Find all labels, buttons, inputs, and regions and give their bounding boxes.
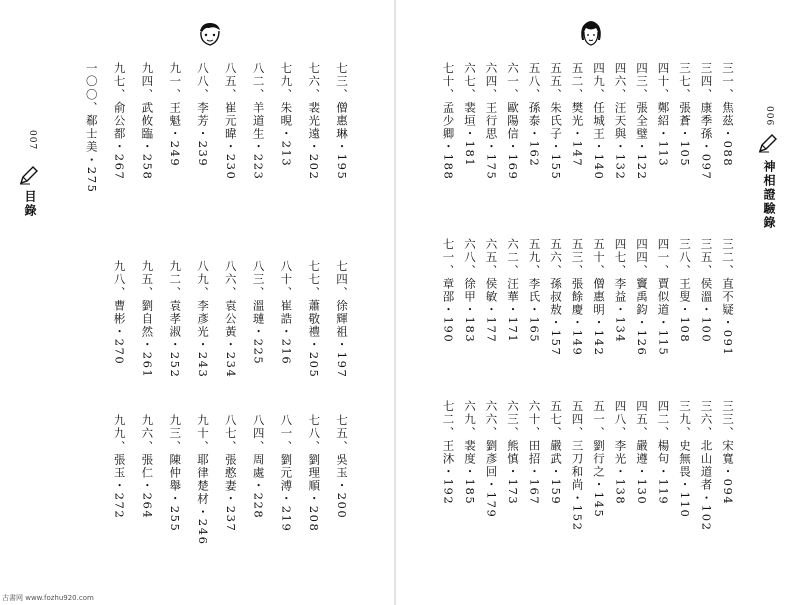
toc-entry: 六六、劉彥回・179 <box>484 400 499 519</box>
left-page <box>0 0 396 605</box>
toc-entry: 六七、裴垣・181 <box>463 62 477 168</box>
toc-entry: 八一、劉元溥・219 <box>279 414 294 533</box>
toc-entry: 九三、陳仲舉・255 <box>168 414 183 533</box>
toc-entry: 八十、崔誥・216 <box>279 260 294 366</box>
toc-entry: 七二、王沐・192 <box>441 400 456 506</box>
toc-entry: 五十、僧惠明・142 <box>592 238 606 357</box>
section-title: 目錄 <box>23 190 37 218</box>
toc-entry: 七六、裴光遠・202 <box>307 62 322 181</box>
toc-entry: 九四、武攸臨・258 <box>140 62 155 181</box>
toc-entry: 三一、焦茲・088 <box>721 62 735 168</box>
toc-entry: 五四、三刀和尚・152 <box>570 400 585 532</box>
toc-entry: 四四、竇禹鈞・126 <box>635 238 649 357</box>
toc-entry: 九二、袁孝淑・252 <box>168 260 183 379</box>
toc-entry: 七八、劉理順・208 <box>307 414 322 533</box>
toc-entry: 三五、侯溫・100 <box>699 238 714 344</box>
section-title: 神相證驗錄 <box>762 160 776 230</box>
toc-entry: 九一、王魁・249 <box>168 62 183 168</box>
toc-entry: 七七、蕭敬禮・205 <box>307 260 322 379</box>
toc-entry: 四二、楊句・119 <box>656 400 671 506</box>
toc-entry: 八三、溫璉・225 <box>251 260 266 366</box>
toc-entry: 八四、周處・228 <box>251 414 266 520</box>
toc-entry: 五五、朱氏子・155 <box>549 62 563 181</box>
watermark: 古書网 www.fozhu920.com <box>2 594 94 602</box>
pencil-icon <box>757 132 779 158</box>
toc-entry: 三四、康季孫・097 <box>699 62 714 181</box>
binding-gutter <box>394 0 396 605</box>
toc-entry: 三三、宋寬・094 <box>721 400 735 506</box>
page-number: 006 <box>764 106 774 127</box>
toc-entries-left <box>0 0 396 605</box>
toc-entry: 五三、張餘慶・149 <box>570 238 585 357</box>
toc-entry: 三七、張蒼・105 <box>678 62 692 168</box>
toc-entry: 三八、王叟・108 <box>678 238 692 344</box>
toc-entry: 三六、北山道者・102 <box>699 400 714 532</box>
toc-entry: 四十、鄭紹・113 <box>656 62 671 168</box>
toc-entry: 七四、徐輝祖・197 <box>335 260 349 379</box>
toc-entry: 四一、賈似道・115 <box>656 238 671 357</box>
toc-entry: 五七、嚴武・159 <box>549 400 563 506</box>
toc-entry: 七十、孟少卿・188 <box>441 62 456 181</box>
toc-entry: 四五、嚴遵・130 <box>635 400 649 506</box>
right-page <box>397 0 793 605</box>
toc-entry: 四七、李益・134 <box>613 238 628 344</box>
toc-entry: 七一、章邵・190 <box>441 238 456 344</box>
toc-entry: 四六、汪天與・132 <box>613 62 628 181</box>
toc-entry: 八五、崔元暐・230 <box>223 62 238 181</box>
toc-entry: 四八、李光・138 <box>613 400 628 506</box>
toc-entry: 五六、孫叔敖・157 <box>549 238 563 357</box>
toc-entry: 六三、熊慎・173 <box>506 400 520 506</box>
toc-entries-right <box>397 0 793 605</box>
toc-entry: 九十、耶律楚材・246 <box>196 414 210 546</box>
toc-entry: 七五、吳玉・200 <box>335 414 349 520</box>
toc-entry: 八七、張憨妻・237 <box>223 414 238 533</box>
toc-entry: 八二、羊道生・223 <box>251 62 266 181</box>
toc-entry: 六九、裴度・185 <box>463 400 477 506</box>
toc-entry: 九六、張仁・264 <box>140 414 155 520</box>
toc-entry: 六二、汪華・171 <box>506 238 520 344</box>
toc-entry: 八九、李彥光・243 <box>196 260 210 379</box>
toc-entry: 九七、俞公都・267 <box>112 62 127 181</box>
toc-entry: 七三、僧惠琳・195 <box>335 62 349 181</box>
toc-entry: 四九、任城王・140 <box>592 62 606 181</box>
toc-entry: 八八、李芳・239 <box>196 62 210 168</box>
toc-entry: 九九、張玉・272 <box>112 414 127 520</box>
toc-entry: 八六、袁公黃・234 <box>223 260 238 379</box>
toc-entry: 一〇〇、郗士美・275 <box>84 62 99 194</box>
toc-entry: 四三、張全璧・122 <box>635 62 649 181</box>
toc-entry: 五二、樊光・147 <box>570 62 585 168</box>
pencil-icon <box>18 164 40 190</box>
toc-entry: 五九、李氏・165 <box>527 238 542 344</box>
toc-entry: 九八、曹彬・270 <box>112 260 127 366</box>
toc-entry: 五一、劉行之・145 <box>592 400 606 519</box>
toc-entry: 三二、直不疑・091 <box>721 238 735 357</box>
toc-entry: 六八、徐甲・183 <box>463 238 477 344</box>
toc-entry: 六四、王行思・175 <box>484 62 499 181</box>
toc-entry: 三九、史無畏・110 <box>678 400 692 519</box>
toc-entry: 九五、劉自然・261 <box>140 260 155 379</box>
toc-entry: 六五、侯敏・177 <box>484 238 499 344</box>
toc-entry: 六十、田招・167 <box>527 400 542 506</box>
toc-entry: 七九、朱晛・213 <box>279 62 294 168</box>
toc-entry: 五八、孫泰・162 <box>527 62 542 168</box>
page-number: 007 <box>27 130 37 151</box>
toc-entry: 六一、歐陽信・169 <box>506 62 520 181</box>
